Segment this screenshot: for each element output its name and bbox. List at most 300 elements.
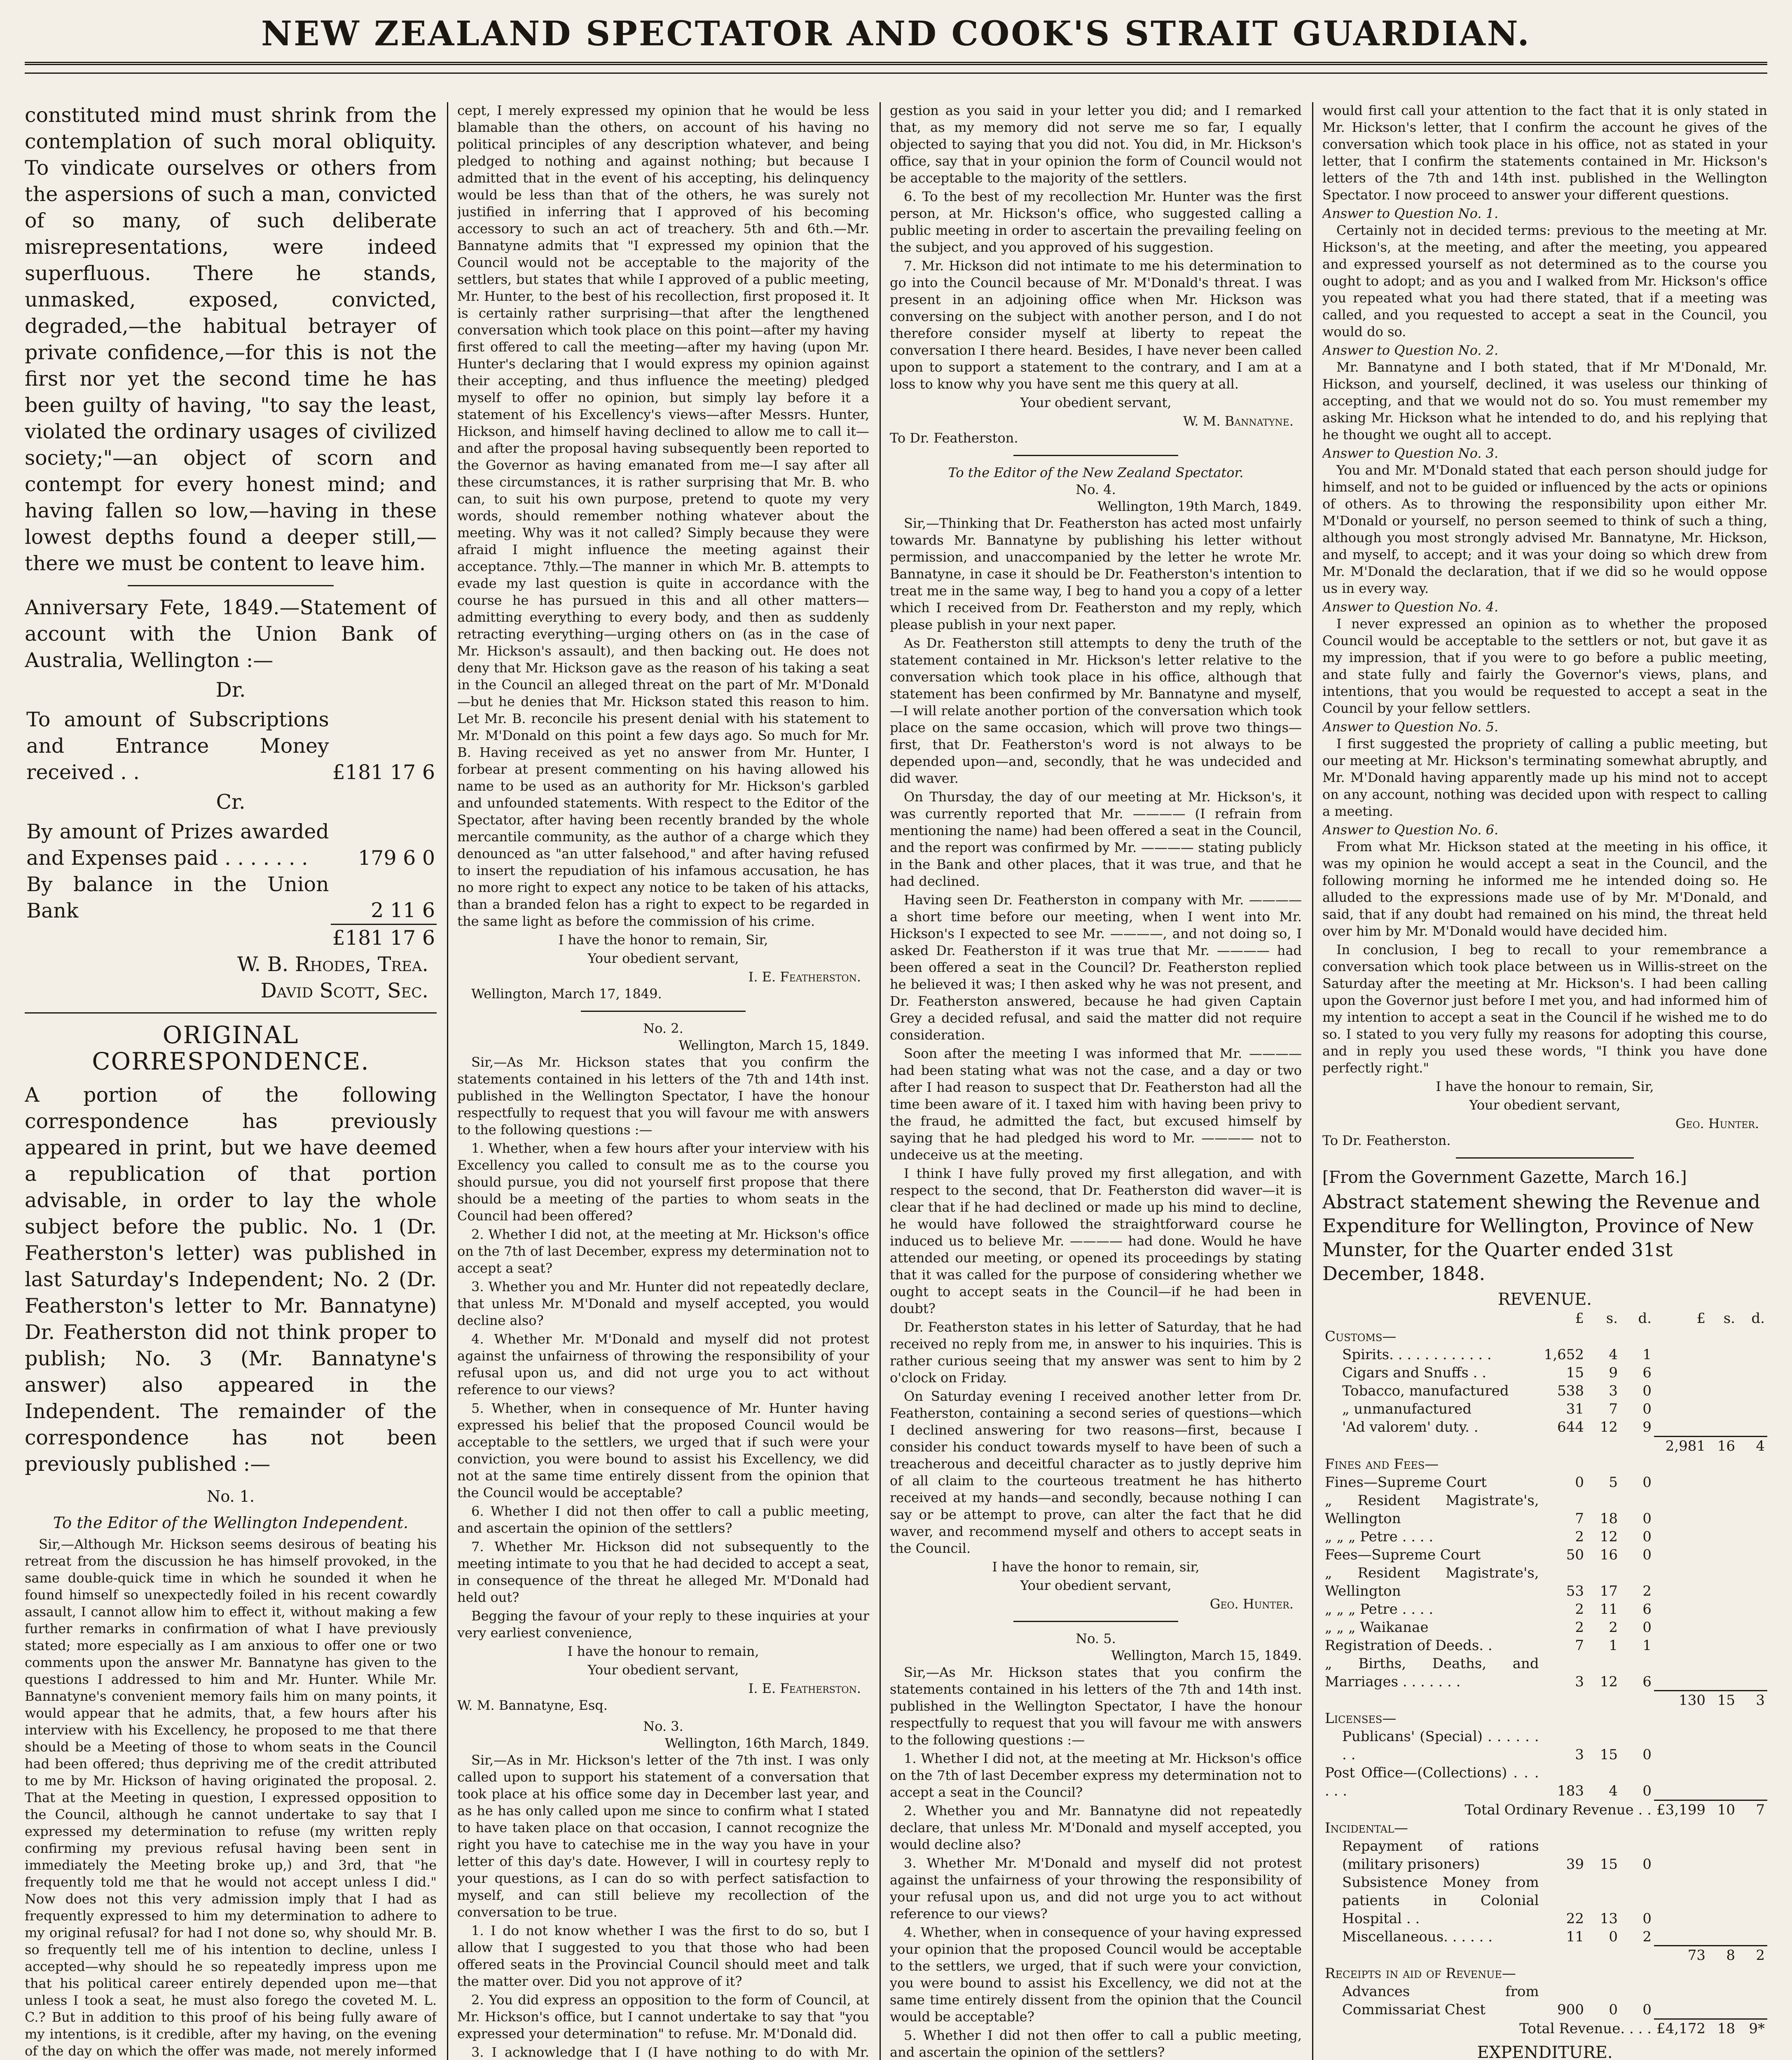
- letter-body: gestion as you said in your letter you did; and I remarked that, as my memory did not serve me so far, I equally objected to saying that you did not. You did, in Mr. Hickson's office, say that in your opinion the form of Council would not be acceptable to the majority of the settlers.: [890, 103, 1302, 186]
- shillings-value: 15: [1600, 1746, 1618, 1763]
- empty-cell: [1708, 1873, 1738, 1928]
- column-3: [890, 102, 1302, 2060]
- empty-cell: [1708, 1928, 1738, 1946]
- empty-cell: [1654, 1382, 1708, 1400]
- pounds-value: 3: [1575, 1673, 1584, 1690]
- customs-row: [1322, 1364, 1767, 1382]
- letter-date: Wellington, March 15, 1849.: [1111, 1648, 1302, 1663]
- pounds-value: 22: [1566, 1910, 1584, 1927]
- expenditure-title: EXPENDITURE.: [1477, 2043, 1613, 2060]
- empty-cell: [1620, 1946, 1654, 1965]
- letter-body: Sir,—As Mr. Hickson states that you confirm the statements contained in his letters of the 7th and 14th inst. published in the Wellington Spectator, I have the honour respectfully to request that you will favour me with answers to the following questions :—: [457, 1054, 869, 1138]
- letter-signature: I. E. Featherston.: [748, 1681, 861, 1696]
- incidental-row: [1322, 1928, 1767, 1946]
- pounds-value: 183: [1557, 1783, 1584, 1799]
- empty-cell: [1708, 1528, 1738, 1546]
- letter-date: Wellington, March 15, 1849.: [678, 1037, 869, 1053]
- shillings-value: 12: [1600, 1528, 1618, 1545]
- letter-number: No. 1.: [207, 1487, 255, 1505]
- incidental-heading: Incidental—: [1325, 1819, 1408, 1836]
- section-row: [1322, 1964, 1767, 1983]
- letter-body: Sir,—As Mr. Hickson states that you confirm the statements contained in his letters of the 7th and 14th inst. published in the Wellington Spectator, I have the honour respectfully to request that you will favour me with answers to the following questions :—: [890, 1664, 1302, 1748]
- letter-dateline: Wellington, March 17, 1849.: [471, 986, 662, 1002]
- empty-cell: [1654, 1764, 1708, 1800]
- row-label: Registration of Deeds. .: [1325, 1637, 1493, 1654]
- empty-cell: [1542, 1691, 1586, 1710]
- shillings-value: 0: [1609, 1928, 1618, 1945]
- row-label: „ Resident Magistrate's, Wellington: [1325, 1564, 1539, 1599]
- empty-cell: [1654, 1728, 1708, 1764]
- empty-cell: [1738, 1528, 1767, 1546]
- empty-cell: [1738, 1764, 1767, 1800]
- total-pence: 7: [1738, 1800, 1767, 1819]
- empty-cell: [1708, 1491, 1738, 1528]
- empty-cell: [1654, 1636, 1708, 1655]
- pence-value: 0: [1642, 1619, 1652, 1636]
- empty-cell: [1738, 1382, 1767, 1400]
- incidental-row: [1322, 1873, 1767, 1928]
- letter-closing: Your obedient servant,: [587, 950, 739, 966]
- empty-cell: [1738, 1491, 1767, 1528]
- empty-cell: [1738, 1418, 1767, 1436]
- licenses-row: [1322, 1728, 1767, 1764]
- letter-question: 4. Whether, when in consequence of your having expressed your opinion that the proposed Council would be acceptable to the settlers, we urged, that if such were your conviction, you were bound to assist his Excellency, we did not at the same time entirely dissent from the opinion that the Council would be acceptable?: [890, 1924, 1302, 2025]
- empty-cell: [1620, 1436, 1654, 1455]
- letter-paragraph: Dr. Featherston states in his letter of Saturday, that he had received no reply from me, in answer to his inquiries. This is rather curious seeing that my answer was sent to him by 2 o'clock on Friday.: [890, 1319, 1302, 1386]
- section-row: [1322, 1819, 1767, 1837]
- pence-value: 0: [1642, 1546, 1652, 1563]
- shillings-value: 16: [1600, 1546, 1618, 1563]
- letter-question: 3. Whether you and Mr. Hunter did not repeatedly declare, that unless Mr. M'Donald and myself accepted, you would decline also?: [457, 1279, 869, 1328]
- letter-number: No. 4.: [1076, 482, 1116, 497]
- total-pence: 3: [1738, 1691, 1767, 1710]
- pence-value: 0: [1642, 1401, 1652, 1417]
- shillings-value: 1: [1609, 1637, 1618, 1654]
- letter-paragraph: On Thursday, the day of our meeting at Mr. Hickson's, it was currently reported that Mr. ———— (I refrain from mentioning the name) had been offered a seat in the Council, and the report was confirmed by Mr. ———— stating publicly in the Bank and other places, that it was true, and that he had declined.: [890, 789, 1302, 889]
- shillings-value: 18: [1600, 1510, 1618, 1527]
- shillings-value: 13: [1600, 1910, 1618, 1927]
- customs-row: [1322, 1382, 1767, 1400]
- column-rule: [1312, 102, 1313, 2060]
- empty-cell: [1738, 1655, 1767, 1691]
- shillings-value: 11: [1600, 1601, 1618, 1618]
- row-label: Tobacco, manufactured: [1342, 1383, 1509, 1399]
- masthead-rule: [25, 62, 1767, 65]
- total-row: [1322, 1436, 1767, 1455]
- column-header: d.: [1751, 1310, 1765, 1327]
- shillings-value: 15: [1600, 1856, 1618, 1873]
- letter-paragraph: 6. To the best of my recollection Mr. Hunter was the first person, at Mr. Hickson's office, who suggested calling a public meeting in order to ascertain the prevailing feeling on the subject, and you approved of his suggestion.: [890, 189, 1302, 255]
- letter-heading: To the Editor of the Wellington Independent.: [53, 1513, 409, 1532]
- pounds-value: 538: [1557, 1383, 1584, 1399]
- empty-cell: [1738, 1364, 1767, 1382]
- post-office-row: [1322, 1764, 1767, 1800]
- letter-question: 6. Whether I did not then offer to call a public meeting, and ascertain the opinion of the settlers?: [457, 1503, 869, 1536]
- letter-closing: I have the honour to remain,: [567, 1643, 759, 1659]
- account-cr-amount: 2 11 6: [371, 898, 435, 922]
- customs-row: [1322, 1346, 1767, 1364]
- pounds-value: 7: [1575, 1510, 1584, 1527]
- empty-cell: [1654, 1837, 1708, 1873]
- empty-cell: [1708, 1400, 1738, 1418]
- empty-cell: [1708, 1764, 1738, 1800]
- pence-value: 6: [1642, 1601, 1652, 1618]
- revenue-rows: [1322, 1309, 1767, 2038]
- letter-number: No. 3.: [643, 1718, 683, 1734]
- letter-closing: Your obedient servant,: [1469, 1097, 1621, 1113]
- account-cr-amount: 179 6 0: [358, 846, 435, 870]
- answer-text: Mr. Bannatyne and I both stated, that if Mr M'Donald, Mr. Hickson, and yourself, declined, it was useless our thinking of accepting, and that we would not do so. You must remember my asking Mr. Hickson what he intended to do, and his replying that he thought we ought all to accept.: [1322, 359, 1767, 442]
- column-header: d.: [1638, 1310, 1652, 1327]
- letter-signature: W. M. Bannatyne.: [1183, 413, 1294, 429]
- account-dr-heading: Dr.: [215, 678, 246, 702]
- total-pounds: 73: [1654, 1946, 1708, 1965]
- answer-text: I never expressed an opinion as to whether the proposed Council would be acceptable to the settlers or not, but gave it as my impression, that if you were to go before a public meeting, and state fully and fairly the Governor's views, plans, and intentions, that you would be requested to accept a seat in the Council by your fellow settlers.: [1322, 616, 1767, 716]
- shillings-value: 2: [1609, 1619, 1618, 1636]
- account-cr-table: [25, 819, 437, 951]
- pounds-value: 3: [1575, 1746, 1584, 1763]
- empty-cell: [1708, 1364, 1738, 1382]
- fines-row: [1322, 1473, 1767, 1491]
- letter-body: Sir,—As in Mr. Hickson's letter of the 7th inst. I was only called upon to support his statement of a conversation that took place at his office some day in December last year, and as he has only called upon me since to confirm what I stated to have taken place on that occasion, I cannot recognize the right you have to catechise me in the way you have in your letter of this day's date. However, I will in courtesy reply to your questions, as I can do so with perfect satisfaction to myself, and can still believe my recollection of the conversation to be true.: [457, 1752, 869, 1920]
- empty-cell: [1708, 1983, 1738, 2019]
- empty-cell: [1708, 1418, 1738, 1436]
- account-cr-line: By balance in the Union Bank: [26, 873, 329, 922]
- account-dr-table: [25, 707, 437, 786]
- section-row: [1322, 1709, 1767, 1728]
- letter-conclusion: In conclusion, I beg to recall to your remembrance a conversation which took place between us in Willis-street on the Saturday after the meeting at Mr. Hickson's. I had been calling upon the Governor just before I met you, and had informed him of my intention to accept a seat in the Council if he wished me to do so. I stated to you very fully my reasons for adopting this course, and in reply you used these words, "I think you have done perfectly right.": [1322, 942, 1767, 1076]
- empty-cell: [1654, 1346, 1708, 1364]
- letter-addressee: W. M. Bannatyne, Esq.: [457, 1697, 608, 1713]
- empty-cell: [1654, 1928, 1708, 1946]
- incidental-row: [1322, 1837, 1767, 1873]
- letter-heading: To the Editor of the New Zealand Spectator.: [948, 465, 1244, 480]
- pounds-value: 0: [1575, 1474, 1584, 1491]
- customs-row: [1322, 1418, 1767, 1436]
- fines-row: [1322, 1564, 1767, 1600]
- letter-question: 1. Whether, when a few hours after your interview with his Excellency you called to consult me as to the course you should pursue, you did not yourself first propose that there should be a meeting of the parties to whom seats in the Council had been offered?: [457, 1140, 869, 1224]
- separator: [128, 585, 334, 586]
- account-title: Anniversary Fete, 1849.—Statement of account with the Union Bank of Australia, Wellington :—: [25, 596, 437, 672]
- separator: [25, 1012, 437, 1014]
- empty-cell: [1586, 1946, 1620, 1965]
- pounds-value: 15: [1566, 1365, 1584, 1381]
- empty-cell: [1654, 1618, 1708, 1636]
- pence-value: 0: [1642, 1510, 1652, 1527]
- letter-question: Begging the favour of your reply to these inquiries at your very earliest convenience,: [457, 1608, 869, 1641]
- letter-question: 2. Whether I did not, at the meeting at Mr. Hickson's office on the 7th of last December, express my determination not to accept a seat?: [457, 1227, 869, 1276]
- empty-cell: [1654, 1564, 1708, 1600]
- account-dr-line: To amount of Subscriptions and Entrance Money received . .: [26, 708, 329, 784]
- row-label: Subsistence Money from patients in Colonial Hospital . .: [1342, 1874, 1539, 1927]
- column-4: [1322, 102, 1767, 2060]
- answer-text: Certainly not in decided terms: previous to the meeting at Mr. Hickson's, at the meeting, and after the meeting, you appeared and expressed yourself as not determined as to the course you ought to adopt; and as you and I walked from Mr. Hickson's office you repeated what you had there stated, that if a meeting was called, and you requested to accept a seat in the Council, you would do so.: [1322, 222, 1767, 339]
- empty-cell: [1542, 1436, 1586, 1455]
- pence-value: 0: [1642, 2001, 1652, 2018]
- row-label: Post Office—(Collections) . . . . . .: [1325, 1765, 1539, 1799]
- shillings-value: 12: [1600, 1419, 1618, 1435]
- total-pounds: £4,172: [1654, 2019, 1708, 2038]
- empty-cell: [1738, 1473, 1767, 1491]
- customs-row: [1322, 1400, 1767, 1418]
- pounds-value: 644: [1557, 1419, 1584, 1435]
- section-row: [1322, 1327, 1767, 1346]
- empty-cell: [1654, 1491, 1708, 1528]
- letter-question: 4. Whether Mr. M'Donald and myself did not protest against the unfairness of throwing the responsibility of your refusal upon us, and did not urge you to act without reference to our views?: [457, 1331, 869, 1398]
- total-row: [1322, 1946, 1767, 1965]
- letter-closing: I have the honor to remain, Sir,: [558, 932, 768, 948]
- answer-heading: Answer to Question No. 4.: [1322, 599, 1499, 615]
- separator: [1456, 1157, 1634, 1159]
- fines-row: [1322, 1600, 1767, 1618]
- secretary-signature: David Scott, Sec.: [260, 978, 428, 1002]
- total-pence: 2: [1738, 1946, 1767, 1965]
- separator: [581, 1011, 746, 1012]
- empty-cell: [1738, 1928, 1767, 1946]
- pence-value: 0: [1642, 1856, 1652, 1873]
- customs-heading: Customs—: [1325, 1328, 1397, 1345]
- letter-paragraph: 7. Mr. Hickson did not intimate to me his determination to go into the Council because of Mr. M'Donald's threat. I was present in an adjoining office when Mr. Hickson was conversing on the subject with another person, and I do not therefore consider myself at liberty to repeat the conversation I there heard. Besides, I have never been called upon to support a statement to the contrary, and I am at a loss to know why you have sent me this query at all.: [890, 258, 1302, 392]
- pence-value: 6: [1642, 1365, 1652, 1381]
- total-pence: 4: [1738, 1436, 1767, 1455]
- section-title: ORIGINAL CORRESPONDENCE.: [92, 1021, 370, 1075]
- column-header: £: [1696, 1310, 1705, 1327]
- letter-paragraph: 2. You did express an opposition to the form of Council, at Mr. Hickson's office, but I cannot undertake to say that "you expressed your determination" to refuse. Mr. M'Donald did.: [457, 1992, 869, 2041]
- shillings-value: 4: [1609, 1783, 1618, 1799]
- total-row: [1322, 2019, 1767, 2038]
- empty-cell: [1708, 1382, 1738, 1400]
- empty-cell: [1738, 1346, 1767, 1364]
- pence-value: 2: [1642, 1928, 1652, 1945]
- letter-question: 3. Whether Mr. M'Donald and myself did not protest against the unfairness of your throwing the responsibility of your refusal upon us, and did not urge you to act without reference to our views?: [890, 1855, 1302, 1922]
- shillings-value: 3: [1609, 1383, 1618, 1399]
- pence-value: 0: [1642, 1746, 1652, 1763]
- letter-body: Sir,—Although Mr. Hickson seems desirous of beating his retreat from the discussion he has himself provoked, in the same double-quick time in which he sounded it when he found himself so unexpectedly foiled in his recent cowardly assault, I cannot allow him to effect it, without making a few further remarks in confirmation of what I have previously stated; more especially as I am anxious to offer one or two comments upon the answer Mr. Bannatyne has given to the questions I addressed to him and Mr. Hunter. While Mr. Bannatyne's convenient memory fails him on many points, it would appear that he admits, that, a few hours after his interview with his Excellency, he proposed to me that there should be a Meeting of those to whom seats in the Council had been offered; thus depriving me of the credit attributed to me by Mr. Hickson of having originated the proposal. 2. That at the Meeting in question, I expressed opposition to the Council, although he cannot undertake to say that I expressed my determination to refuse (my written reply confirming my previous refusal having been sent in immediately the Meeting broke up,) and 3rd, that "he frequently told me that he would not accept unless I did." Now does not this very admission imply that I had as frequently expressed to him my determination to adhere to my original refusal? for had I not done so, why should Mr. B. so frequently tell me of his intention to decline, unless I accepted—why should he so repeatedly impress upon me that his political career entirely depended upon me—that unless I took a seat, he must also forego the coveted M. L. C.? But in addition to this proof of his being fully aware of my intentions, is it credible, after my having, on the evening of the day on which the offer was made, not merely informed: [25, 1536, 437, 2059]
- pence-value: 1: [1642, 1346, 1652, 1363]
- fines-row: [1322, 1618, 1767, 1636]
- total-label: [1322, 1436, 1542, 1455]
- row-label: „ unmanufactured: [1342, 1401, 1472, 1417]
- empty-cell: [1654, 1655, 1708, 1691]
- pence-value: 2: [1642, 1582, 1652, 1599]
- total-shillings: 16: [1708, 1436, 1738, 1455]
- letter-closing: I have the honor to remain, sir,: [992, 1559, 1200, 1575]
- letter-number: No. 2.: [643, 1021, 683, 1036]
- letter-paragraph: Having seen Dr. Featherston in company with Mr. ———— a short time before our meeting, when I went into Mr. Hickson's I expected to see Mr. ————, and not doing so, I asked Dr. Featherston if it was true that Mr. ———— had been offered a seat in the Council? Dr. Featherston replied he believed it was; I then asked why he was not present, and Dr. Featherston answered, because he had given Captain Grey a decided refusal, and said the matter did not require consideration.: [890, 892, 1302, 1043]
- pounds-value: 31: [1566, 1401, 1584, 1417]
- pounds-value: 53: [1566, 1582, 1584, 1599]
- total-label: [1322, 1691, 1542, 1710]
- row-label: „ Resident Magistrate's, Wellington: [1325, 1492, 1539, 1527]
- column-1: [25, 102, 437, 2060]
- masthead-rule-lower: [25, 73, 1767, 74]
- row-label: „ „ „ Petre . . . .: [1325, 1528, 1434, 1545]
- treasurer-signature: W. B. Rhodes, Trea.: [237, 952, 428, 976]
- shillings-value: 4: [1609, 1346, 1618, 1363]
- account-dr-amount: £181 17 6: [332, 761, 435, 784]
- letter-paragraph: 1. I do not know whether I was the first to do so, but I allow that I suggested to you that those who had been offered seats in the Provincial Council should meet and talk the matter over. Did you not approve of it?: [457, 1923, 869, 1989]
- pence-value: 6: [1642, 1673, 1652, 1690]
- receipts-row: [1322, 1983, 1767, 2019]
- empty-cell: [1708, 1473, 1738, 1491]
- row-label: Publicans' (Special) . . . . . . . .: [1342, 1728, 1539, 1763]
- row-label: Fines—Supreme Court: [1325, 1474, 1487, 1491]
- answer-heading: Answer to Question No. 6.: [1322, 822, 1499, 838]
- fines-row: [1322, 1636, 1767, 1655]
- row-label: „ „ „ Petre . . . .: [1325, 1601, 1434, 1618]
- letter-addressee: To Dr. Featherston.: [890, 430, 1018, 446]
- empty-cell: [1708, 1346, 1738, 1364]
- empty-cell: [1708, 1600, 1738, 1618]
- letter-closing: Your obedient servant,: [587, 1662, 739, 1678]
- letter-closing: I have the honour to remain, Sir,: [1436, 1079, 1654, 1094]
- letter-closing: Your obedient servant,: [1020, 395, 1172, 410]
- fines-row: [1322, 1528, 1767, 1546]
- shillings-value: 12: [1600, 1673, 1618, 1690]
- answer-heading: Answer to Question No. 5.: [1322, 719, 1499, 735]
- total-shillings: 8: [1708, 1946, 1738, 1965]
- empty-cell: [1620, 1691, 1654, 1710]
- empty-cell: [1738, 1564, 1767, 1600]
- separator: [1013, 1621, 1178, 1622]
- total-label: Total Revenue. . . .: [1519, 2020, 1652, 2037]
- fines-row: [1322, 1655, 1767, 1691]
- empty-cell: [1654, 1546, 1708, 1564]
- answer-heading: Answer to Question No. 1.: [1322, 206, 1499, 221]
- letter-addressee: To Dr. Featherston.: [1322, 1133, 1451, 1148]
- letter-question: 5. Whether, when in consequence of Mr. Hunter having expressed his belief that the proposed Council would be acceptable to the settlers, we urged that if such were your conviction, you were bound to assist his Excellency, we did not at the same time entirely dissent from the opinion that the Council would be acceptable?: [457, 1400, 869, 1501]
- row-label: 'Ad valorem' duty. .: [1342, 1419, 1479, 1435]
- licenses-heading: Licenses—: [1325, 1710, 1397, 1727]
- empty-cell: [1654, 1528, 1708, 1546]
- row-label: „ Births, Deaths, and Marriages . . . . . . .: [1325, 1655, 1539, 1690]
- pounds-value: 50: [1566, 1546, 1584, 1563]
- account-total: £181 17 6: [331, 924, 437, 951]
- masthead: NEW ZEALAND SPECTATOR AND COOK'S STRAIT GUARDIAN.: [261, 14, 1531, 54]
- pence-value: 0: [1642, 1474, 1652, 1491]
- pounds-value: 1,652: [1544, 1346, 1584, 1363]
- total-label: Total Ordinary Revenue . .: [1464, 1801, 1652, 1818]
- gazette-source: [From the Government Gazette, March 16.]: [1322, 1168, 1687, 1187]
- section-row: [1322, 1455, 1767, 1473]
- letter-question: 1. Whether I did not, at the meeting at Mr. Hickson's office on the 7th of last December express my determination not to accept a seat in the Council?: [890, 1751, 1302, 1800]
- column-rule: [880, 102, 881, 2060]
- answer-text: I first suggested the propriety of calling a public meeting, but our meeting at Mr. Hickson's terminating somewhat abruptly, and Mr. M'Donald having apparently made up his mind not to accept on any account, nothing was decided upon with respect to calling a meeting.: [1322, 736, 1767, 819]
- total-pounds: 130: [1654, 1691, 1708, 1710]
- empty-cell: [1738, 1983, 1767, 2019]
- pence-value: 0: [1642, 1910, 1652, 1927]
- empty-cell: [1654, 1418, 1708, 1436]
- letter-paragraph: Soon after the meeting I was informed that Mr. ———— had been stating what was not the case, and a day or two after I had reason to suspect that Dr. Featherston had all the time been aware of it. I taxed him with having been privy to the fraud, he admitted the fact, but excused himself by saying that he had pledged his word to Mr. ———— not to undeceive us at the meeting.: [890, 1046, 1302, 1163]
- empty-cell: [1738, 1600, 1767, 1618]
- empty-cell: [1708, 1728, 1738, 1764]
- empty-cell: [1738, 1400, 1767, 1418]
- total-shillings: 15: [1708, 1691, 1738, 1710]
- empty-cell: [1586, 1436, 1620, 1455]
- empty-cell: [1708, 1655, 1738, 1691]
- pounds-value: 900: [1557, 2001, 1584, 2018]
- shillings-value: 5: [1609, 1474, 1618, 1491]
- total-row: [1322, 1691, 1767, 1710]
- pounds-value: 2: [1575, 1528, 1584, 1545]
- receipts-heading: Receipts in aid of Revenue—: [1325, 1965, 1516, 1982]
- row-label: Cigars and Snuffs . .: [1342, 1365, 1487, 1381]
- letter-body: would first call your attention to the fact that it is only stated in Mr. Hickson's letter, that I confirm the account he gives of the conversation which took place in his office, not as stated in your letter, that I confirm the statements contained in Mr. Hickson's letters of the 7th and 14th inst. published in the Wellington Spectator. I now proceed to answer your different questions.: [1322, 103, 1767, 203]
- shillings-value: 17: [1600, 1582, 1618, 1599]
- answer-text: From what Mr. Hickson stated at the meeting in his office, it was my opinion he would accept a seat in the Council, and the following morning he informed me he intended doing so. He alluded to the expressions made use of by Mr. M'Donald, and said, that if any doubt had remained on his mind, the threat held over him by Mr. M'Donald would have decided him.: [1322, 839, 1767, 939]
- pence-value: 0: [1642, 1528, 1652, 1545]
- column-rule: [447, 102, 448, 2060]
- header-spacer: [1322, 1309, 1542, 1327]
- empty-cell: [1738, 1873, 1767, 1928]
- fines-row: [1322, 1491, 1767, 1528]
- letter-signature: Geo. Hunter.: [1209, 1596, 1294, 1612]
- pence-value: 0: [1642, 1383, 1652, 1399]
- empty-cell: [1708, 1618, 1738, 1636]
- pence-value: 9: [1642, 1419, 1652, 1435]
- empty-cell: [1738, 1837, 1767, 1873]
- row-label: Advances from Commissariat Chest: [1342, 1983, 1539, 2018]
- empty-cell: [1738, 1618, 1767, 1636]
- revenue-table: [1322, 1290, 1767, 2060]
- pounds-value: 2: [1575, 1619, 1584, 1636]
- letter-date: Wellington, 16th March, 1849.: [664, 1735, 869, 1751]
- empty-cell: [1708, 1546, 1738, 1564]
- shillings-value: 7: [1609, 1401, 1618, 1417]
- letter-number: No. 5.: [1076, 1631, 1116, 1646]
- empty-cell: [1654, 1473, 1708, 1491]
- letter-paragraph: On Saturday evening I received another letter from Dr. Featherston, containing a second series of questions—which I declined answering for two reasons—first, because I consider his conduct towards myself to have been of such a treacherous and deceitful character as to justly deprive him of all claim to the courteous treatment he has hitherto received at my hands—and secondly, because nothing I can say or be attempt to prove, can alter the fact that he did waver, and recommend myself and others to accept seats in the Council.: [890, 1388, 1302, 1556]
- account-cr-line: By amount of Prizes awarded and Expenses paid . . . . . . .: [26, 820, 329, 870]
- column-header: £: [1575, 1310, 1584, 1327]
- column-header: s.: [1606, 1310, 1618, 1327]
- fines-heading: Fines and Fees—: [1325, 1456, 1439, 1472]
- section-intro: A portion of the following correspondence has previously appeared in print, but we have deemed a republication of that portion advisable, in order to lay the whole subject before the public. No. 1 (Dr. Featherston's letter) was published in last Saturday's Independent; No. 2 (Dr. Featherston's letter to Mr. Bannatyne) Dr. Featherston did not think proper to publish; No. 3 (Mr. Bannatyne's answer) also appeared in the Independent. The remainder of the correspondence has not been previously published :—: [25, 1083, 437, 1476]
- letter-signature: Geo. Hunter.: [1675, 1116, 1759, 1131]
- empty-cell: [1654, 1364, 1708, 1382]
- answer-heading: Answer to Question No. 2.: [1322, 342, 1499, 358]
- pence-value: 1: [1642, 1637, 1652, 1654]
- empty-cell: [1654, 1600, 1708, 1618]
- empty-cell: [1654, 1983, 1708, 2019]
- empty-cell: [1654, 1400, 1708, 1418]
- pounds-value: 7: [1575, 1637, 1584, 1654]
- column-header: s.: [1723, 1310, 1735, 1327]
- row-label: Fees—Supreme Court: [1325, 1546, 1481, 1563]
- shillings-value: 0: [1609, 2001, 1618, 2018]
- answer-heading: Answer to Question No. 3.: [1322, 445, 1499, 461]
- empty-cell: [1738, 1728, 1767, 1764]
- empty-cell: [1542, 1946, 1586, 1965]
- column-2: [457, 102, 869, 2060]
- total-row: [1322, 1800, 1767, 1819]
- total-shillings: 18: [1708, 2019, 1738, 2038]
- editorial-closing: constituted mind must shrink from the contemplation of such moral obliquity. To vindicate ourselves or others from the aspersions of such a man, convicted of so many, of such deliberate misrepresentations, were indeed superfluous. There he stands, unmasked, exposed, convicted, degraded,—the habitual betrayer of private confidence,—for this is not the first nor yet the second time he has been guilty of having, "to say the least, violated the ordinary usages of civilized society;"—an object of scorn and contempt for every honest mind; and having fallen so low,—having in these lowest depths found a deeper still,—there we must be content to leave him.: [25, 103, 437, 575]
- empty-cell: [1708, 1837, 1738, 1873]
- account-cr-heading: Cr.: [216, 790, 246, 814]
- pounds-value: 11: [1566, 1928, 1584, 1945]
- total-pounds: £3,199: [1654, 1800, 1708, 1819]
- letter-question: 7. Whether Mr. Hickson did not subsequently to the meeting intimate to you that he had decided to accept a seat, in consequence of the threat he alleged Mr. M'Donald had held out?: [457, 1539, 869, 1605]
- table-header-row: [1322, 1309, 1767, 1327]
- separator: [1013, 455, 1178, 456]
- letter-paragraph: As Dr. Featherston still attempts to deny the truth of the statement contained in Mr. Hickson's letter relative to the conversation which took place in his office, although that statement has been confirmed by Mr. Bannatyne and myself,—I will relate another portion of the conversation which took place on the same occasion, which will prove two things—first, that Dr. Featherston's word is not always to be depended upon—and, secondly, that he was undecided and did waver.: [890, 635, 1302, 786]
- letter-question: 2. Whether you and Mr. Bannatyne did not repeatedly declare, that unless Mr. M'Donald and myself accepted, you would decline also?: [890, 1803, 1302, 1852]
- row-label: Spirits. . . . . . . . . . . .: [1342, 1346, 1492, 1363]
- revenue-title: REVENUE.: [1497, 1290, 1592, 1309]
- letter-paragraph: 3. I acknowledge that I (I have nothing to do with Mr.: [471, 2044, 869, 2060]
- empty-cell: [1708, 1636, 1738, 1655]
